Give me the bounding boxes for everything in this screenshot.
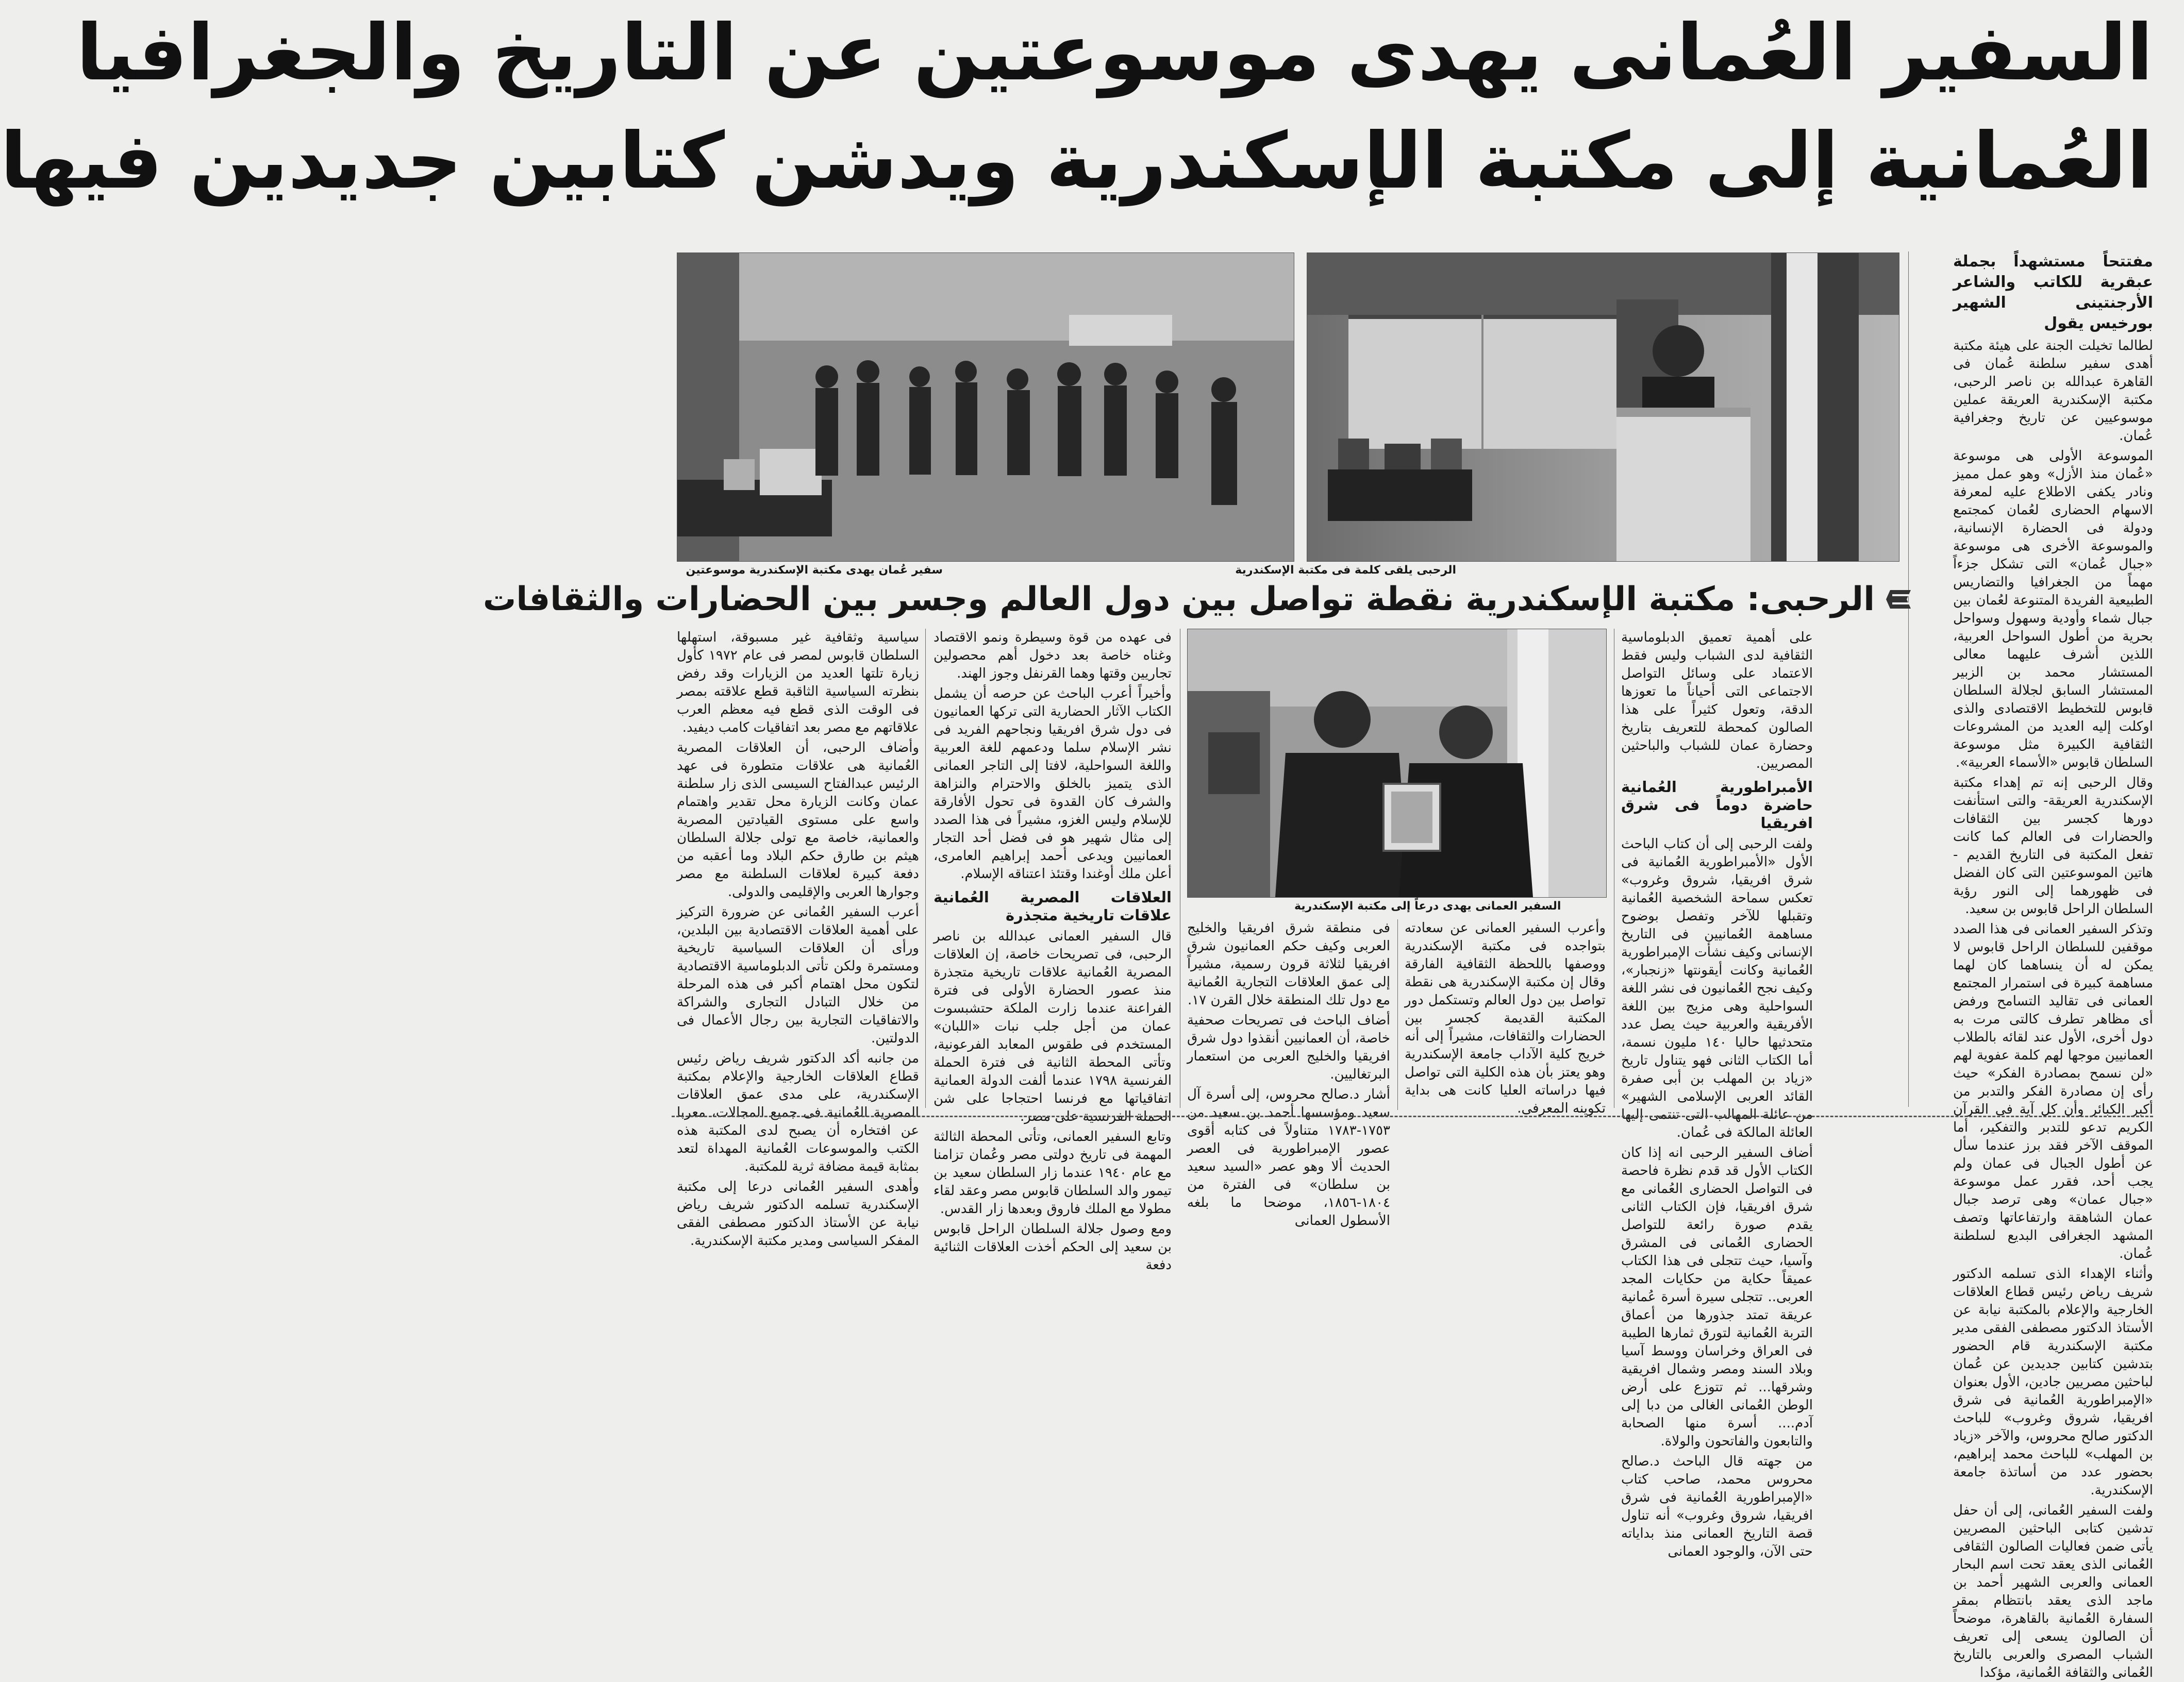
paragraph: من جانبه أكد الدكتور شريف رياض رئيس قطاع العلاقات الخارجية والإعلام بمكتبة الإسكندرية، على مدى عمق العلاقات المصرية العُمانية فى جميع المجالات، معربا عن افتخاره أن يصبح لدى المكتبة هذه الكتب والموسوعات العُمانية المهداة لتعد بمثابة قيمة مضافة ثرية للمكتبة. bbox=[677, 1051, 919, 1174]
column-divider bbox=[1908, 251, 1909, 1107]
article-column-5 bbox=[933, 629, 1172, 1273]
subheadline bbox=[483, 576, 1911, 623]
paragraph: وقال الرحبى إنه تم إهداء مكتبة الإسكندرية العريقة- والتى استأنفت دورها كجسر بين الثقافات والحضارات فى العالم كما كانت تفعل المكتبة فى التاريخ القديم - هاتين الموسوعتين التى كان الفضل فى ظهورهما إلى النور رؤية السلطان الراحل قابوس بن سعيد. bbox=[1953, 775, 2153, 917]
intro-lead: مفتتحاً مستشهداً بجملة عبقرية للكاتب والشاعر الأرجنتينى الشهير بورخيس يقول bbox=[1953, 253, 2153, 332]
subheadline-text: الرحبى: مكتبة الإسكندرية نقطة تواصل بين دول العالم وجسر بين الحضارات والثقافات bbox=[483, 580, 1875, 618]
paragraph: وأخيراً أعرب الباحث عن حرصه أن يشمل الكتاب الآثار الحضارية التى تركها العمانيون فى دول شرق افريقيا ونجاحهم الفريد فى نشر الإسلام سلما ودعمهم للغة العربية واللغة السواحلية، لافتا إلى التاجر العمانى الذى يتميز بالخلق والاحترام والنزاهة والشرف كان القدوة فى تحول الأفارقة للإسلام وليس الغزو، مشيراً فى هذا الصدد إلى مثال شهير هو فى فضل أحد التجار العمانيين ويدعى أحمد إبراهيم العامرى، أعلن ملك أوغندا وقتئذ اعتناقه الإسلام. bbox=[933, 686, 1172, 882]
section-subtitle: الأمبراطورية العُمانية حاضرة دوماً فى شرق افريقيا bbox=[1621, 778, 1813, 832]
paragraph: أضاف الباحث فى تصريحات صحفية خاصة، أن العمانيين أنقذوا دول شرق افريقيا والخليج العربى من استعمار البرتغاليين. bbox=[1187, 1013, 1390, 1082]
article-column-right bbox=[1953, 251, 2153, 1680]
paragraph: وأثناء الإهداء الذى تسلمه الدكتور شريف رياض رئيس قطاع العلاقات الخارجية والإعلام بالمكتبة نيابة عن الأستاذ الدكتور مصطفى الفقى مدير مكتبة الإسكندرية قام الحضور بتدشين كتابين جديدين عن عُمان لباحثين مصريين جادين، الأول بعنوان «الإمبراطورية العُمانية فى شرق افريقيا، شروق وغروب» للباحث الدكتور صالح محروس، والآخر «زياد بن المهلب» للباحث محمد إبراهيم، بحضور عدد من أساتذة جامعة الإسكندرية. bbox=[1953, 1266, 2153, 1498]
paragraph: وأعرب السفير العمانى عن سعادته بتواجده فى مكتبة الإسكندرية ووصفها باللحظة الثقافية الفارقة وقال إن مكتبة الإسكندرية هى نقطة تواصل بين دول العالم وتستكمل دور المكتبة القديمة كجسر بين الحضارات والثقافات، مشيراً إلى أنه خريج كلية الآداب جامعة الإسكندرية وهو يعتز بأن هذه الكلية التى تواصل فيها دراساته العليا كانت هى بداية تكوينه المعرفى. bbox=[1405, 920, 1606, 1116]
paragraph: لطالما تخيلت الجنة على هيئة مكتبة أهدى سفير سلطنة عُمان فى القاهرة عبدالله بن ناصر الرحبى، مكتبة الإسكندرية العريقة عملين موسوعيين عن تاريخ وجغرافية عُمان. bbox=[1953, 338, 2153, 444]
paragraph: من جهته قال الباحث د.صالح محروس محمد، صاحب كتاب «الإمبراطورية العُمانية فى شرق افريقيا، شروق وغروب» أنه تناول قصة التاريخ العمانى منذ بداياته حتى الآن، والوجود العمانى bbox=[1621, 1454, 1813, 1559]
photo-speaker-podium bbox=[1307, 253, 1899, 562]
section-subtitle: العلاقات المصرية العُمانية علاقات تاريخية متجذرة bbox=[933, 888, 1172, 924]
paragraph: ولفت الرحبى إلى أن كتاب الباحث الأول «الأمبراطورية العُمانية فى شرق افريقيا، شروق وغروب» تعكس سماحة الشخصية العُمانية وتقبلها للآخر وتفصل بوضوح مساهمة العُمانيين فى التاريخ الإنسانى وكيف نشأت الإمبراطورية العُمانية وكانت أيقونتها «زنجبار»، وكيف نجح العُمانيون فى نشر اللغة السواحلية وهى مزيج بين اللغة الأفريقية والعربية حيث يصل عدد متحدثيها حاليا ١٤٠ مليون نسمة، أما الكتاب الثانى فهو يتناول تاريخ «زياد بن المهلب بن أبى صفرة القائد العربى الإسلامى الشهير» من عائلة المهالب التى تنتمى إليها العائلة المالكة فى عُمان. bbox=[1621, 836, 1813, 1140]
paragraph: الموسوعة الأولى هى موسوعة «عُمان منذ الأزل» وهو عمل مميز ونادر يكفى الاطلاع عليه لمعرفة الاسهام الحضارى لعُمان كمجتمع ودولة فى الحضارة الإنسانية، والموسوعة الأخرى هى موسوعة «جبال عُمان» التى تشكل جزءاً مهماً من الجغرافيا والتضاريس الطبيعية الفريدة المتنوعة لعُمان بين جبال شماء وأودية وسهول وسواحل بحرية من أطول السواحل العربية، اللذين أشرف عليهما معالى المستشار محمد بن الزبير المستشار السابق لجلالة السلطان قابوس للتخطيط الاقتصادى والذى اوكلت إليه العديد من المشروعات الثقافية الكبيرة مثل موسوعة السلطان قابوس «الأسماء العربية». bbox=[1953, 448, 2153, 770]
photo-shield-presentation bbox=[1187, 629, 1607, 898]
headline-line-2: العُمانية إلى مكتبة الإسكندرية ويدشن كتابين جديدين فيها bbox=[0, 116, 2153, 206]
paragraph: وتذكر السفير العمانى فى هذا الصدد موقفين للسلطان الراحل قابوس لا يمكن له أن ينساهما كان لهما مساهمة كبيرة فى استمرار المجتمع العمانى فى تقاليد التسامح ورفض أى مظاهر تطرف كالتى مرت به دول أخرى، الأول عند لقائه بالطلاب العمانيين موجها لهم كلمة عفوية لهم «لن نسمح بمصادرة الفكر» حيث رأى إن مصادرة الفكر والتدبر من أكبر الكبائر وأن كل آية فى القرآن الكريم تدعو للتدبر والتفكير، أما الموقف الآخر فقد برز عندما سأل عن أطول الجبال فى عمان ولم يجب أحد، فقرر عمل موسوعة «جبال عمان» وهى ترصد جبال عمان الشاهقة وارتفاعاتها وتصف المشهد الجغرافى البديع لسلطنة عُمان. bbox=[1953, 921, 2153, 1261]
shield-photo-image bbox=[1188, 629, 1606, 897]
paragraph: ومع وصول جلالة السلطان الراحل قابوس بن سعيد إلى الحكم أخذت العلاقات الثنائية دفعة bbox=[933, 1221, 1172, 1273]
paragraph: فى منطقة شرق افريقيا والخليج العربى وكيف حكم العمانيون شرق افريقيا لثلاثة قرون رسمية، مشيراً إلى عمق العلاقات التجارية العُمانية مع دول تلك المنطقة خلال القرن ١٧. bbox=[1187, 920, 1390, 1008]
article-column-6 bbox=[677, 629, 919, 1249]
article-column-4 bbox=[1187, 919, 1390, 1229]
paragraph: ولفت السفير العُمانى، إلى أن حفل تدشين كتابى الباحثين المصريين يأتى ضمن فعاليات الصالون الثقافى العُمانى الذى يعقد تحت اسم البحار العمانى والعربى الشهير أحمد بن ماجد الذى يعقد بانتظام بمقر السفارة العُمانية بالقاهرة، موضحاً أن الصالون يسعى إلى تعريف الشباب المصرى والعربى بالتاريخ العُمانى والثقافة العُمانية، مؤكدا bbox=[1953, 1503, 2153, 1680]
article-column-3 bbox=[1405, 919, 1606, 1116]
paragraph: على أهمية تعميق الدبلوماسية الثقافية لدى الشباب وليس فقط الاعتماد على وسائل التواصل الاجتماعى التى أحياناً ما تعوزها الدقة، وتعول كثيراً على هذا الصالون كمحطة للتعريف بتاريخ وحضارة عمان للشباب والباحثين المصريين. bbox=[1621, 630, 1813, 771]
paragraph: فى عهده من قوة وسيطرة ونمو الاقتصاد وغناه خاصة بعد دخول أهم محصولين تجاريين وقتها وهما القرنفل وجوز الهند. bbox=[933, 630, 1172, 681]
photo-group bbox=[677, 253, 1294, 562]
paragraph: أعرب السفير العُمانى عن ضرورة التركيز على أهمية العلاقات الاقتصادية بين البلدين، ورأى أن العلاقات السياسية تاريخية ومستمرة ولكن تأتى الدبلوماسية الاقتصادية لتكون محل اهتمام أكبر فى هذه المرحلة من خلال التبادل التجارى والشراكة والاتفاقيات التجارية بين رجال الأعمال فى الدولتين. bbox=[677, 904, 919, 1046]
section-marker-icon bbox=[1886, 588, 1911, 611]
paragraph: وتابع السفير العمانى، وتأتى المحطة الثالثة المهمة فى تاريخ دولتى مصر وعُمان تزامنا مع عام ١٩٤٠ عندما زار السلطان سعيد بن تيمور والد السلطان قابوس مصر وعقد لقاء مطولا مع الملك فاروق وبعدها زار القدس. bbox=[933, 1129, 1172, 1217]
group-photo-image bbox=[677, 253, 1294, 561]
paragraph: أشار د.صالح محروس، إلى أسرة آل سعيد ومؤسسها أحمد بن سعيد من ١٧٥٣-١٧٨٣ متناولاً فى كتابه أقوى عصور الإمبراطورية فى العصر الحديث ألا وهو عصر «السيد سعيد بن سلطان» فى الفترة من ١٨٠٤-١٨٥٦، موضحا ما بلغه الأسطول العمانى bbox=[1187, 1087, 1390, 1229]
paragraph: وأضاف الرحبى، أن العلاقات المصرية العُمانية هى علاقات متطورة فى عهد الرئيس عبدالفتاح السيسى الذى زار سلطنة عمان وكانت الزيارة محل تقدير واهتمام واسع على مستوى القيادتين المصرية والعمانية، خاصة مع تولى جلالة السلطان هيثم بن طارق حكم البلاد وما أعقبه من دفعة كبيرة لعلاقات السلطنة مع مصر وجوارها العربى والإقليمى والدولى. bbox=[677, 740, 919, 900]
bottom-rule bbox=[672, 1116, 2153, 1117]
paragraph: سياسية وثقافية غير مسبوقة، استهلها السلطان قابوس لمصر فى عام ١٩٧٢ كأول زيارة تلتها العديد من الزيارات وقد رفض بنظرته السياسية الثاقبة قطع علاقته بمصر فى الوقت الذى قطع فيه معظم العرب علاقاتهم مع مصر بعد اتفاقيات كامب ديفيد. bbox=[677, 630, 919, 735]
paragraph: قال السفير العمانى عبدالله بن ناصر الرحبى، فى تصريحات خاصة، إن العلاقات المصرية العُمانية علاقات تاريخية متجذرة منذ عصور الحضارة الأولى فى فترة الفراعنة عندما زارت الملكة حتشبسوت عمان من أجل جلب نبات «اللبان» المستخدم فى طقوس المعابد الفرعونية، وتأتى المحطة الثانية فى فترة الحملة الفرنسية ١٧٩٨ عندما ألفت الدولة العمانية اتفاقياتها مع فرنسا احتجاجا على شن الحملة الفرنسية على مصر. bbox=[933, 929, 1172, 1124]
speaker-photo-image bbox=[1307, 253, 1899, 561]
column-divider bbox=[1397, 919, 1398, 1110]
paragraph: وأهدى السفير العُمانى درعا إلى مكتبة الإسكندرية تسلمه الدكتور شريف رياض نيابة عن الأستاذ الدكتور مصطفى الفقى المفكر السياسى ومدير مكتبة الإسكندرية. bbox=[677, 1179, 919, 1249]
headline-line-1: السفير العُمانى يهدى موسوعتين عن التاريخ والجغرافيا bbox=[76, 8, 2153, 98]
article-column-2 bbox=[1621, 629, 1813, 1559]
column-divider bbox=[925, 629, 926, 1108]
caption-speaker: الرحبى يلقى كلمة فى مكتبة الإسكندرية bbox=[1235, 564, 1456, 577]
caption-shield: السفير العمانى يهدى درعاً إلى مكتبة الإسكندرية bbox=[1294, 900, 1561, 913]
paragraph: أضاف السفير الرحبى انه إذا كان الكتاب الأول قد قدم نظرة فاحصة فى التواصل الحضارى العُمانى مع شرق افريقيا، فإن الكتاب الثانى يقدم صورة رائعة للتواصل الحضارى العُمانى فى المشرق وآسيا، حيث تتجلى فى هذا الكتاب عميقاً حكاية من حكايات المجد العربى.. تتجلى سيرة أسرة عُمانية عريقة تمتد جذورها من أعماق التربة العُمانية لتورق ثمارها الطيبة فى العراق وخراسان ووسط آسيا وبلاد السند ومصر وشمال افريقية وشرقها... ثم تتوزع على أرض الوطن العُمانى الغالى من دبا إلى آدم.... أسرة منها الصحابة والتابعون والفاتحون والولاة. bbox=[1621, 1145, 1813, 1449]
caption-group: سفير عُمان يهدى مكتبة الإسكندرية موسوعتين bbox=[686, 564, 943, 577]
